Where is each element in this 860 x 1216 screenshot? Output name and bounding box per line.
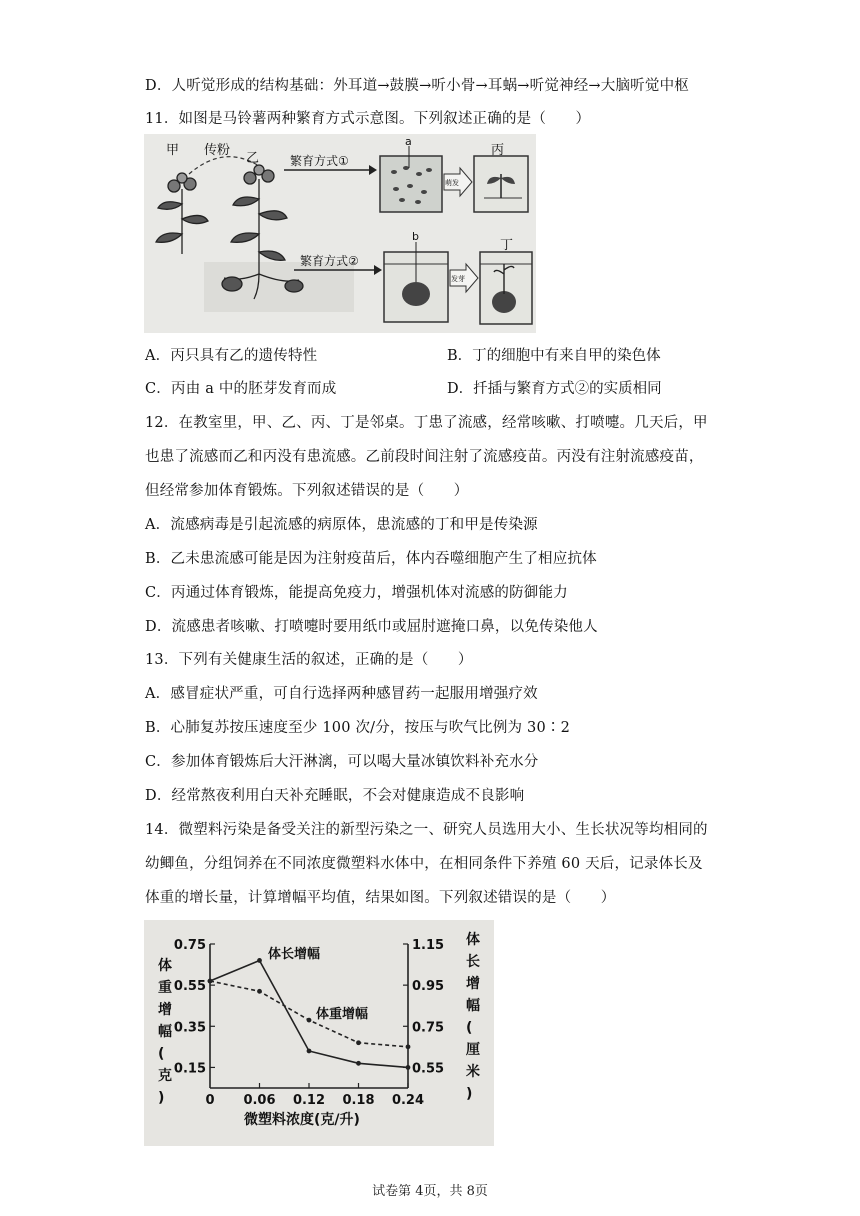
y-left-tick-label: 0.35 — [173, 1020, 206, 1036]
q11-option-c: C．丙由 a 中的胚芽发育而成 — [145, 381, 337, 397]
label-arrow2: 发芽 — [451, 275, 465, 283]
q13-option-b: B．心肺复苏按压速度至少 100 次/分，按压与吹气比例为 30∶2 — [145, 720, 571, 736]
q14-stem-line-2: 幼鲫鱼，分组饲养在不同浓度微塑料水体中，在相同条件下养殖 60 天后，记录体长及 — [145, 856, 703, 872]
q11-option-d: D．扦插与繁育方式②的实质相同 — [447, 381, 662, 397]
label-a: a — [405, 135, 412, 148]
q13-stem: 13．下列有关健康生活的叙述，正确的是（ ） — [145, 652, 473, 668]
q11-option-b: B．丁的细胞中有来自甲的染色体 — [447, 348, 661, 364]
label-bing: 丙 — [491, 143, 505, 158]
q13-option-c: C．参加体育锻炼后大汗淋漓，可以喝大量冰镇饮料补充水分 — [145, 754, 539, 770]
q12-stem-line-3: 但经常参加体育锻炼。下列叙述错误的是（ ） — [145, 483, 469, 499]
q12-option-d: D．流感患者咳嗽、打喷嚏时要用纸巾或屈肘遮掩口鼻，以免传染他人 — [145, 619, 598, 635]
y-right-tick-label: 1.15 — [412, 938, 445, 953]
label-arrow1: 萌发 — [445, 179, 459, 187]
label-method2: 繁育方式② — [300, 254, 359, 268]
page-footer: 试卷第 4页，共 8页 — [372, 1184, 488, 1199]
y-right-tick-label: 0.95 — [412, 979, 445, 995]
q13-option-a: A．感冒症状严重，可自行选择两种感冒药一起服用增强疗效 — [145, 686, 538, 702]
label-yi: 乙 — [246, 151, 260, 166]
data-point — [356, 1040, 361, 1045]
y-left-tick-label: 0.55 — [173, 979, 206, 995]
q12-stem-line-2: 也患了流感而乙和丙没有患流感。乙前段时间注射了流感疫苗。丙没有注射流感疫苗， — [145, 449, 704, 465]
x-tick-label: 0.18 — [342, 1093, 375, 1108]
x-tick-label: 0.12 — [292, 1093, 326, 1108]
label-jia: 甲 — [166, 143, 180, 158]
data-point — [257, 989, 262, 994]
q11-stem: 11．如图是马铃薯两种繁育方式示意图。下列叙述正确的是（ ） — [145, 111, 591, 127]
q11-option-a: A．丙只具有乙的遗传特性 — [145, 348, 318, 364]
label-method1: 繁育方式① — [290, 154, 349, 168]
x-tick-label: 0 — [205, 1093, 215, 1108]
data-point — [307, 1018, 312, 1023]
chart-y-right-label: 体长增幅(厘米) — [466, 932, 480, 1102]
q10-option-d: D．人听觉形成的结构基础：外耳道→鼓膜→听小骨→耳蜗→听觉神经→大脑听觉中枢 — [145, 78, 689, 94]
data-point — [356, 1061, 361, 1066]
data-point — [307, 1049, 312, 1054]
chart-y-left-label: 体重增幅(克) — [158, 958, 172, 1106]
chart-x-label: 微塑料浓度(克/升) — [244, 1112, 360, 1128]
data-point — [257, 958, 262, 963]
q12-option-c: C．丙通过体育锻炼，能提高免疫力，增强机体对流感的防御能力 — [145, 585, 568, 601]
q12-option-b: B．乙未患流感可能是因为注射疫苗后，体内吞噬细胞产生了相应抗体 — [145, 551, 597, 567]
legend-length-label: 体长增幅 — [268, 947, 321, 962]
q14-stem-line-3: 体重的增长量，计算增幅平均值，结果如图。下列叙述错误的是（ ） — [145, 890, 616, 906]
data-point — [208, 979, 213, 984]
q12-option-a: A．流感病毒是引起流感的病原体，患流感的丁和甲是传染源 — [145, 517, 538, 533]
microplastic-growth-chart — [144, 920, 494, 1146]
label-ding: 丁 — [500, 238, 514, 253]
y-left-tick-label: 0.75 — [173, 938, 206, 953]
plant-jia-drawing — [156, 173, 208, 254]
data-point — [406, 1044, 411, 1049]
y-right-tick-label: 0.55 — [412, 1061, 445, 1077]
q13-option-d: D．经常熬夜利用白天补充睡眠，不会对健康造成不良影响 — [145, 788, 525, 804]
label-b: b — [412, 230, 419, 243]
potato-reproduction-figure — [144, 134, 536, 333]
y-left-tick-label: 0.15 — [173, 1061, 206, 1077]
data-point — [406, 1065, 411, 1070]
series-line-weight — [210, 981, 408, 1047]
y-right-tick-label: 0.75 — [412, 1020, 445, 1036]
label-pollination: 传粉 — [204, 143, 231, 158]
legend-weight-label: 体重增幅 — [316, 1007, 369, 1022]
q12-stem-line-1: 12．在教室里，甲、乙、丙、丁是邻桌。丁患了流感，经常咳嗽、打喷嚏。几天后，甲 — [145, 415, 708, 431]
q14-stem-line-1: 14．微塑料污染是备受关注的新型污染之一、研究人员选用大小、生长状况等均相同的 — [145, 822, 708, 838]
x-tick-label: 0.06 — [243, 1093, 276, 1108]
x-tick-label: 0.24 — [391, 1093, 425, 1108]
